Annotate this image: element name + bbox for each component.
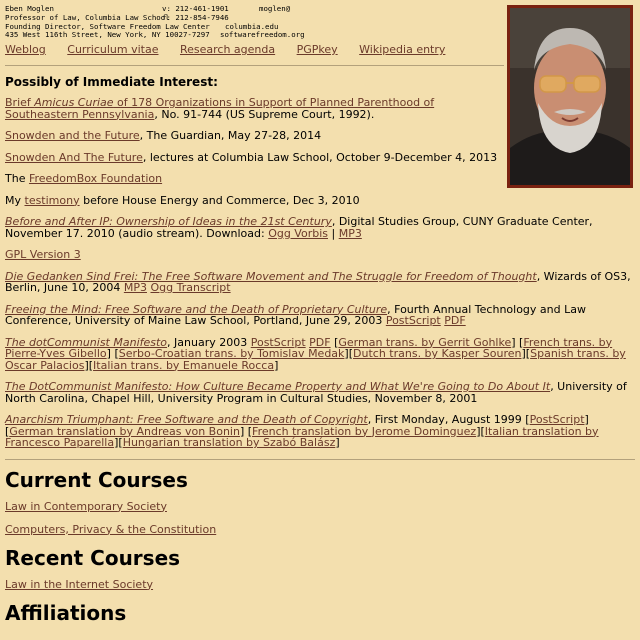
ogg-vorbis-link[interactable]: Ogg Vorbis [268, 226, 328, 240]
main-content [5, 75, 635, 633]
freedombox-link[interactable]: FreedomBox Foundation [28, 172, 163, 185]
entry-testimony: My testimony before House Energy and Commerce, Dec 3, 2010 [5, 193, 360, 207]
section-divider [5, 459, 635, 460]
entry-snowden-lectures: Snowden And The Future, lectures at Columbia Law School, October 9-December 4, 2013 [5, 150, 498, 164]
contact-email-domain1: columbia.edu [225, 21, 279, 31]
nav-research-agenda[interactable]: Research agenda [179, 43, 276, 56]
french-trans-link[interactable]: French trans. by Pierre-Yves Gibello [5, 335, 613, 360]
contact-fax: f: 212-854-7946 [162, 12, 229, 22]
course-computers-privacy[interactable]: Computers, Privacy & the Constitution [5, 522, 217, 536]
dotcommunist-ps-link[interactable]: PostScript [250, 335, 306, 349]
anarchism-german-link[interactable]: German translation by Andreas von Bonin [9, 424, 240, 438]
dotcommunist-link[interactable]: The dotCommunist Manifesto [5, 335, 168, 349]
header-divider [5, 65, 504, 66]
entry-snowden-guardian: Snowden and the Future, The Guardian, May 27-28, 2014 [5, 129, 322, 142]
contact-role: Founding Director, Software Freedom Law Center [5, 21, 210, 31]
anarchism-ps-link[interactable]: PostScript [529, 413, 585, 426]
contact-email-user: moglen@ [259, 4, 291, 13]
entry-gedanken: Die Gedanken Sind Frei: The Free Software Movement and The Struggle for Freedom of Thought, Wizards of OS3, Berlin, June 10, 2004 MP3 Ogg Transcript [5, 269, 631, 294]
nav-weblog[interactable]: Weblog [5, 43, 46, 56]
contact-email-domain2: softwarefreedom.org [220, 30, 305, 40]
freeing-mind-link[interactable]: Freeing the Mind: Free Software and the Death of Proprietary Culture [5, 302, 388, 316]
german-trans-link[interactable]: German trans. by Gerrit Gohlke [338, 335, 512, 349]
serbo-croatian-trans-link[interactable]: Serbo-Croatian trans. by Tomislav Medak [118, 347, 345, 360]
entry-gpl3 [5, 249, 635, 261]
entry-before-after-ip: Before and After IP: Ownership of Ideas in the 21st Century, Digital Studies Group, CUNY Graduate Center, November 17. 2010 (audio stream). Download: Ogg Vorbis | MP3 [5, 215, 593, 240]
nav-wikipedia-entry[interactable]: Wikipedia entry [359, 43, 446, 56]
snowden-guardian-link[interactable]: Snowden and the Future [5, 129, 140, 142]
mp3-link[interactable]: MP3 [338, 226, 362, 240]
anarchism-french-link[interactable]: French translation by Jerome Dominguez [252, 424, 477, 438]
entry-freeing-mind: Freeing the Mind: Free Software and the Death of Proprietary Culture, Fourth Annual Technology and Law Conference, University of Maine Law School, Portland, June 29, 2003 PostScript PDF [5, 302, 586, 327]
italian-trans-link[interactable]: Italian trans. by Emanuele Rocca [93, 358, 275, 372]
spanish-trans-link[interactable]: Spanish trans. by Oscar Palacios [5, 347, 626, 372]
affiliations-heading: Affiliations [5, 600, 127, 625]
anarchism-link[interactable]: Anarchism Triumphant: Free Software and the Death of Copyright [5, 413, 368, 426]
entry-dotcommunist: The dotCommunist Manifesto, January 2003 PostScript PDF [German trans. by Gerrit Gohlke] [French trans. by Pierre-Yves Gibello] [Serbo-Croatian trans. by Tomislav Medak][Dutch trans. by Kasper Souren][Spanish trans. by Oscar Palacios][Italian trans. by Emanuele Rocca] [5, 335, 626, 372]
gpl-v3-link[interactable]: GPL Version 3 [5, 248, 81, 261]
entry-anarchism: Anarchism Triumphant: Free Software and the Death of Copyright, First Monday, August 1999 [PostScript] [German translation by Andreas von Bonin] [French translation by Jerome Dominguez][Italian translation by Francesco Paparella][Hungarian translation by Szabó Balász] [5, 413, 599, 449]
current-courses-heading: Current Courses [5, 467, 188, 492]
nav-curriculum-vitae[interactable]: Curriculum vitae [67, 43, 159, 56]
top-nav [5, 43, 463, 56]
gedanken-link[interactable]: Die Gedanken Sind Frei: The Free Software Movement and The Struggle for Freedom of Thought [5, 269, 537, 283]
dutch-trans-link[interactable]: Dutch trans. by Kasper Souren [353, 347, 522, 360]
before-after-ip-link[interactable]: Before and After IP: Ownership of Ideas in the 21st Century [5, 215, 332, 228]
snowden-lectures-link[interactable]: Snowden And The Future [5, 150, 143, 164]
entry-dotcommunist-unc: The DotCommunist Manifesto: How Culture Became Property and What We're Going to Do About It, University of North Carolina, Chapel Hill, University Program in Cultural Studies, November 8, 2001 [5, 380, 627, 405]
gedanken-transcript-link[interactable]: Ogg Transcript [150, 281, 231, 294]
contact-voice: v: 212-461-1901 [162, 4, 229, 13]
entry-freedombox: The FreedomBox Foundation [5, 172, 163, 185]
gedanken-mp3-link[interactable]: MP3 [123, 281, 147, 294]
course-law-internet-society[interactable]: Law in the Internet Society [5, 577, 154, 591]
nav-pgpkey[interactable]: PGPkey [296, 43, 338, 56]
dotcommunist-pdf-link[interactable]: PDF [309, 335, 331, 349]
interest-heading: Possibly of Immediate Interest: [5, 75, 218, 89]
amicus-brief-link[interactable]: Brief Amicus Curiae of 178 Organizations in Support of Planned Parenthood of Southeastern Pennsylvania [5, 96, 435, 121]
course-law-contemporary-society[interactable]: Law in Contemporary Society [5, 499, 167, 513]
freeing-mind-pdf-link[interactable]: PDF [444, 314, 466, 327]
testimony-link[interactable]: testimony [24, 193, 80, 207]
entry-amicus: Brief Amicus Curiae of 178 Organizations in Support of Planned Parenthood of Southeastern Pennsylvania, No. 91-744 (US Supreme Court, 1992). [5, 96, 435, 121]
contact-title: Professor of Law, Columbia Law School [5, 12, 170, 22]
contact-address: 435 West 116th Street, New York, NY 10027-7297 [5, 30, 210, 40]
recent-courses-heading: Recent Courses [5, 545, 181, 570]
anarchism-italian-link[interactable]: Italian translation by Francesco Paparella [5, 424, 599, 449]
contact-header [5, 5, 502, 40]
freeing-mind-ps-link[interactable]: PostScript [385, 314, 441, 327]
contact-name: Eben Moglen [5, 4, 54, 13]
dotcommunist-unc-link[interactable]: The DotCommunist Manifesto: How Culture Became Property and What We're Going to Do About It [5, 380, 551, 393]
anarchism-hungarian-link[interactable]: Hungarian translation by Szabó Balász [122, 436, 336, 449]
